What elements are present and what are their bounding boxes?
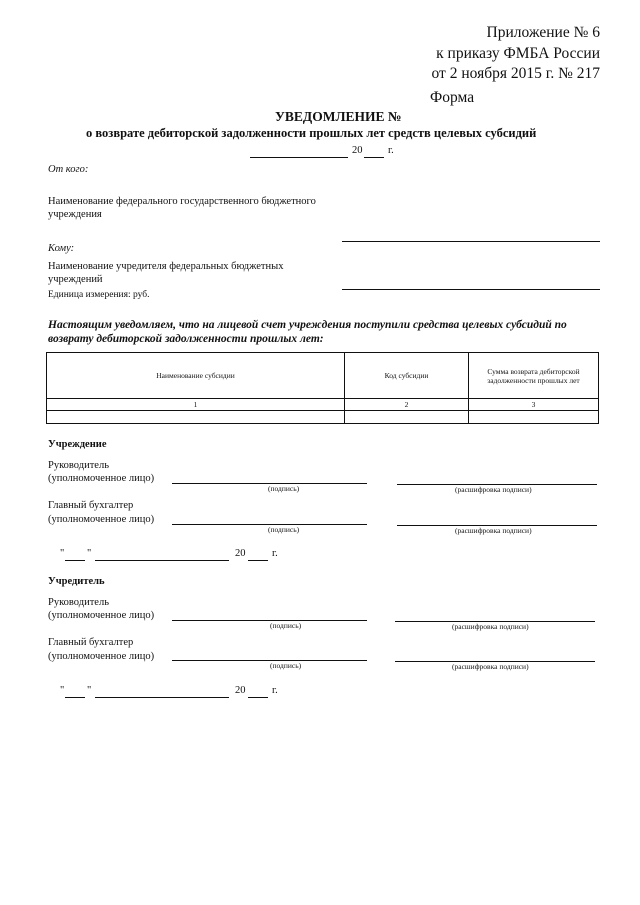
col-subsidy-code: Код субсидии [345, 353, 469, 399]
founder-head-note: (уполномоченное лицо) [48, 610, 155, 621]
institution-accountant-note: (уполномоченное лицо) [48, 514, 155, 525]
to-name-field [342, 289, 600, 290]
institution-head-role: Руководитель [48, 460, 109, 471]
signature-caption: (подпись) [268, 525, 300, 534]
table-header-row [47, 353, 599, 399]
from-name-field [342, 241, 600, 242]
to-label: Кому: [48, 243, 75, 254]
date-quote-open: " [60, 685, 65, 696]
founder-head-role: Руководитель [48, 597, 109, 608]
founder-accountant-note: (уполномоченное лицо) [48, 651, 155, 662]
day-field [65, 560, 85, 561]
month-field [95, 697, 229, 698]
col-number: 2 [345, 399, 469, 411]
signature-caption: (подпись) [268, 484, 300, 493]
document-subtitle: о возврате дебиторской задолженности прошлых лет средств целевых субсидий [86, 126, 537, 140]
date-year-suffix: г. [272, 548, 278, 559]
year-field [248, 560, 268, 561]
from-name: Наименование федерального государственного бюджетного учреждения [48, 196, 316, 220]
founder-title: Учредитель [48, 576, 105, 587]
to-name: Наименование учредителя федеральных бюджетных учреждений [48, 261, 284, 285]
date-year: 20 [235, 548, 246, 559]
col-number: 1 [47, 399, 345, 411]
date-year-suffix: г. [272, 685, 278, 696]
decoding-caption: (расшифровка подписи) [452, 662, 529, 671]
title-year: 20 [352, 145, 363, 156]
subsidy-table [46, 352, 599, 424]
col-subsidy-name: Наименование субсидии [47, 353, 345, 399]
year-field [248, 697, 268, 698]
year-field [364, 157, 384, 158]
decoding-caption: (расшифровка подписи) [455, 485, 532, 494]
signature-caption: (подпись) [270, 661, 302, 670]
order-reference: к приказу ФМБА России [436, 45, 600, 62]
col-number: 3 [469, 399, 599, 411]
date-quote-close: " [87, 685, 92, 696]
unit-label: Единица измерения: руб. [48, 290, 150, 300]
notice-text: Настоящим уведомляем, что на лицевой счет учреждения поступили средства целевых субсидий по возврату дебиторской задолженности прошлых лет: [48, 319, 567, 345]
cell-return-amount[interactable] [469, 411, 599, 424]
cell-subsidy-code[interactable] [345, 411, 469, 424]
date-quote-close: " [87, 548, 92, 559]
decoding-caption: (расшифровка подписи) [455, 526, 532, 535]
institution-head-note: (уполномоченное лицо) [48, 473, 155, 484]
institution-title: Учреждение [48, 439, 107, 450]
cell-subsidy-name[interactable] [47, 411, 345, 424]
date-year: 20 [235, 685, 246, 696]
signature-caption: (подпись) [270, 621, 302, 630]
table-number-row [47, 399, 599, 411]
date-quote-open: " [60, 548, 65, 559]
table-row [47, 411, 599, 424]
founder-accountant-role: Главный бухгалтер [48, 637, 134, 648]
form-label: Форма [430, 89, 475, 106]
month-field [95, 560, 229, 561]
date-field [250, 157, 348, 158]
order-date: от 2 ноября 2015 г. № 217 [431, 65, 600, 82]
document-title: УВЕДОМЛЕНИЕ № [275, 109, 402, 124]
institution-accountant-role: Главный бухгалтер [48, 500, 134, 511]
title-year-suffix: г. [388, 145, 394, 156]
day-field [65, 697, 85, 698]
col-return-amount: Сумма возврата дебиторской задолженности прошлых лет [469, 353, 599, 399]
from-label: От кого: [48, 164, 89, 175]
appendix-number: Приложение № 6 [486, 24, 600, 41]
decoding-caption: (расшифровка подписи) [452, 622, 529, 631]
